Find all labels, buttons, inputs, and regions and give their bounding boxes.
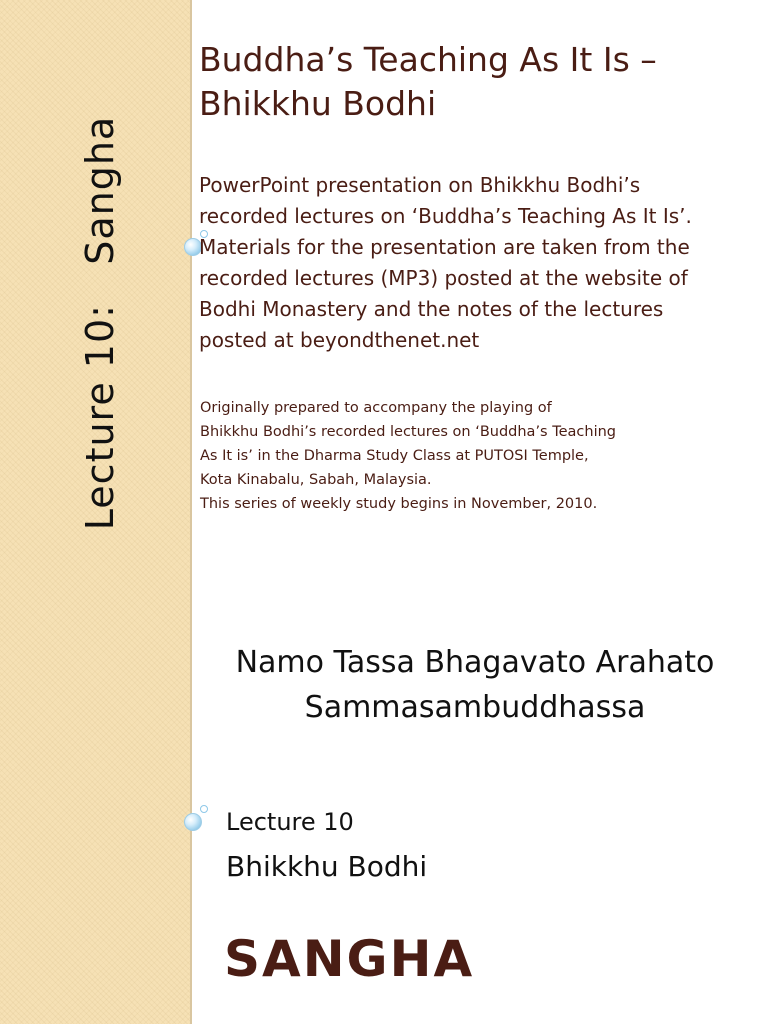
intro-paragraph <box>199 170 754 356</box>
slide-heading <box>199 38 739 126</box>
intro-line: recorded lectures on ‘Buddha’s Teaching As It Is’. <box>199 204 692 228</box>
note-line: Bhikkhu Bodhi’s recorded lectures on ‘Buddha’s Teaching <box>200 424 616 440</box>
intro-line: Materials for the presentation are taken from the <box>199 235 690 259</box>
note-line: Kota Kinabalu, Sabah, Malaysia. <box>200 472 432 488</box>
note-line: This series of weekly study begins in November, 2010. <box>200 496 598 512</box>
homage-line-2: Sammasambuddhassa <box>304 690 646 725</box>
speaker-name: Bhikkhu Bodhi <box>226 850 428 883</box>
preparation-note <box>200 396 740 516</box>
heading-line-2: Bhikkhu Bodhi <box>199 84 437 123</box>
homage-line-1: Namo Tassa Bhagavato Arahato <box>235 645 715 680</box>
note-line: As It is’ in the Dharma Study Class at PUTOSI Temple, <box>200 448 589 464</box>
intro-line: PowerPoint presentation on Bhikkhu Bodhi’s <box>199 173 641 197</box>
note-line: Originally prepared to accompany the playing of <box>200 400 552 416</box>
vertical-lecture-title: Lecture 10: Sangha <box>78 115 122 531</box>
heading-line-1: Buddha’s Teaching As It Is – <box>199 40 657 79</box>
small-bubble-icon <box>200 805 208 813</box>
lecture-title: SANGHA <box>224 930 475 988</box>
bubble-bullet-icon <box>184 813 202 831</box>
intro-line: Bodhi Monastery and the notes of the lectures <box>199 297 664 321</box>
intro-line: recorded lectures (MP3) posted at the website of <box>199 266 688 290</box>
lecture-number: Lecture 10 <box>226 808 354 836</box>
homage-verse <box>200 640 750 730</box>
sidebar-divider <box>190 0 192 1024</box>
intro-line: posted at beyondthenet.net <box>199 328 480 352</box>
